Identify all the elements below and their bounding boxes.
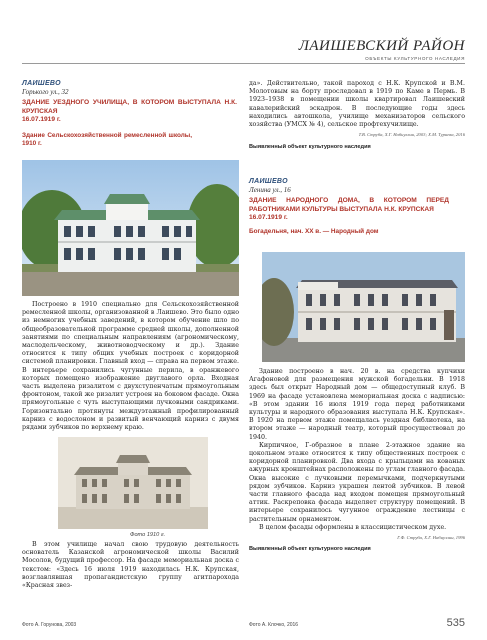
region-title: ЛАИШЕВСКИЙ РАЙОН xyxy=(298,38,465,54)
right-heading: ЗДАНИЕ НАРОДНОГО ДОМА, В КОТОРОМ ПЕРЕД РАБОТНИКАМИ КУЛЬТУРЫ ВЫСТУПАЛА Н.К. КРУПСКАЯ xyxy=(249,197,449,213)
left-address: Горького ул., 32 xyxy=(22,88,69,97)
heritage-flag-2: Выявленный объект культурного наследия xyxy=(249,546,371,553)
footer-photo-credit-right: Фото А. Клочко, 2016 xyxy=(249,622,299,628)
region-subtitle: ОБЪЕКТЫ КУЛЬТУРНОГО НАСЛЕДИЯ xyxy=(365,56,465,61)
right-body-2-paragraph: Кирпичное, Г-образное в плане 2-этажное здание на цокольном этаже относится к типу общественных построек с коридорной планировкой. Два входа с крыльцами на кованых ажурных кронштейнах расположены по углам главного фасада. Окна высокие с лучковыми перемычками, подчеркнутыми рядом зубчиков. Карниз украшен лентой зубчиков. В левой части главного фасада над входом помещен прямоугольный аттик. Раскреповка фасада выделяет структуру помещений. В интерьере сохранилось чугунное ограждение лестницы с растительным орнаментом. xyxy=(249,441,465,523)
credit-2: Г.Ф. Струба, Х.Г. Набиуллин, 1996 xyxy=(397,535,465,541)
right-date: 16.07.1919 г. xyxy=(249,213,288,221)
left-date: 16.07.1919 г. xyxy=(22,115,61,123)
left-subheading: Здание Сельскохозяйственной ремесленной школы, 1910 г. xyxy=(22,132,192,148)
right-body-3-paragraph: В целом фасады оформлены в классицистическом духе. xyxy=(259,523,447,531)
people-house-image xyxy=(262,252,465,362)
right-subheading: Богадельня, нач. XX в. — Народный дом xyxy=(249,228,379,236)
left-body-2 xyxy=(22,541,239,590)
left-heading: ЗДАНИЕ УЕЗДНОГО УЧИЛИЩА, В КОТОРОМ ВЫСТУПАЛА Н.К. КРУПСКАЯ xyxy=(22,99,237,115)
page-number: 535 xyxy=(446,617,465,629)
historic-photo xyxy=(58,437,208,529)
left-body xyxy=(22,301,239,432)
people-house-photo xyxy=(262,252,465,362)
historic-photo-caption: Фото 1910 г. xyxy=(130,532,166,538)
school-photo xyxy=(22,160,239,296)
footer-photo-credit-left: Фото А. Горунова, 2003 xyxy=(22,622,77,628)
heritage-flag-1: Выявленный объект культурного наследия xyxy=(249,144,371,151)
right-place: ЛАИШЕВО xyxy=(249,178,288,185)
right-continuation xyxy=(249,80,465,152)
historic-building-image xyxy=(58,437,208,529)
right-body xyxy=(249,368,465,553)
right-cont-paragraph: да». Действительно, такой пароход с Н.К. Крупской и В.М. Молотовым на борту проследовал в 1919 по Каме в Пермь. В 1923–1938 в помещении школы квартировал Лаишевский кавалерийский эскадрон. В последующие годы здесь находились автошкола, училище механизаторов сельского хозяйства (УМСХ № 4), сельское профтехучилище. xyxy=(249,80,465,129)
left-place: ЛАИШЕВО xyxy=(22,80,61,87)
left-body-paragraph: Построено в 1910 специально для Сельскохозяйственной ремесленной школы, организованной в Лаишево. Это было одно из немногих учебных заведений, в котором обучение шло по общеобразовательной программе средней школы, дополненной занятиями по специальным направлениям (агрономическому, маслодельческому, животноводческому и др.). Здание относится к типу общих учебных построек с коридорной системой планировки. Главный вход — справа на первом этаже. В интерьере сохранились чугунные перила, в оранжевого которых помещено изображение двуглавого орла. Входная часть выделена ризалитом с двухступенчатым прямоугольным фронтоном, такой же ризалит устроен на боковом фасаде. Окна прямоугольные с чуть выступающими лучковыми сандриками. Горизонтально протянуты междуэтажный профилированный карниз с водослоном и развитый венчающий карниз с двумя рядами зубчиков по верхнему краю. xyxy=(22,301,239,432)
right-entry-header xyxy=(249,178,465,236)
left-body-2-paragraph: В этом училище начал свою трудовую деятельность основатель Казанской агрономической школы Василий Мосолов, будущий профессор. На фасаде мемориальная доска с текстом: «Здесь 16 июля 1919 находилась Н.К. Крупская, возглавлявшая пропагандистскую группу агитпарохода «Красная звез- xyxy=(22,541,239,590)
right-address: Ленина ул., 16 xyxy=(249,186,291,195)
school-building-image xyxy=(22,160,239,296)
credit-1: Т.В. Струба, Х.Г. Набиуллин, 2003; Х.М. Туриева, 2016 xyxy=(358,132,465,138)
left-entry-header xyxy=(22,80,237,148)
right-body-paragraph: Здание построено в нач. 20 в. на средства купчихи Агафоновой для размещения мужской богадельни. В 1918 здесь был открыт Народный дом — общедоступный клуб. В 1969 на фасаде установлена мемориальная доска с надписью: «В этом здании 16 июля 1919 года перед работниками культуры и народного образования выступала Н.К. Крупская». В 1920 на первом этаже помещалась уездная библиотека, на втором этаже — народный театр, который просуществовал до 1940. xyxy=(249,368,465,441)
header-rule xyxy=(22,63,465,64)
